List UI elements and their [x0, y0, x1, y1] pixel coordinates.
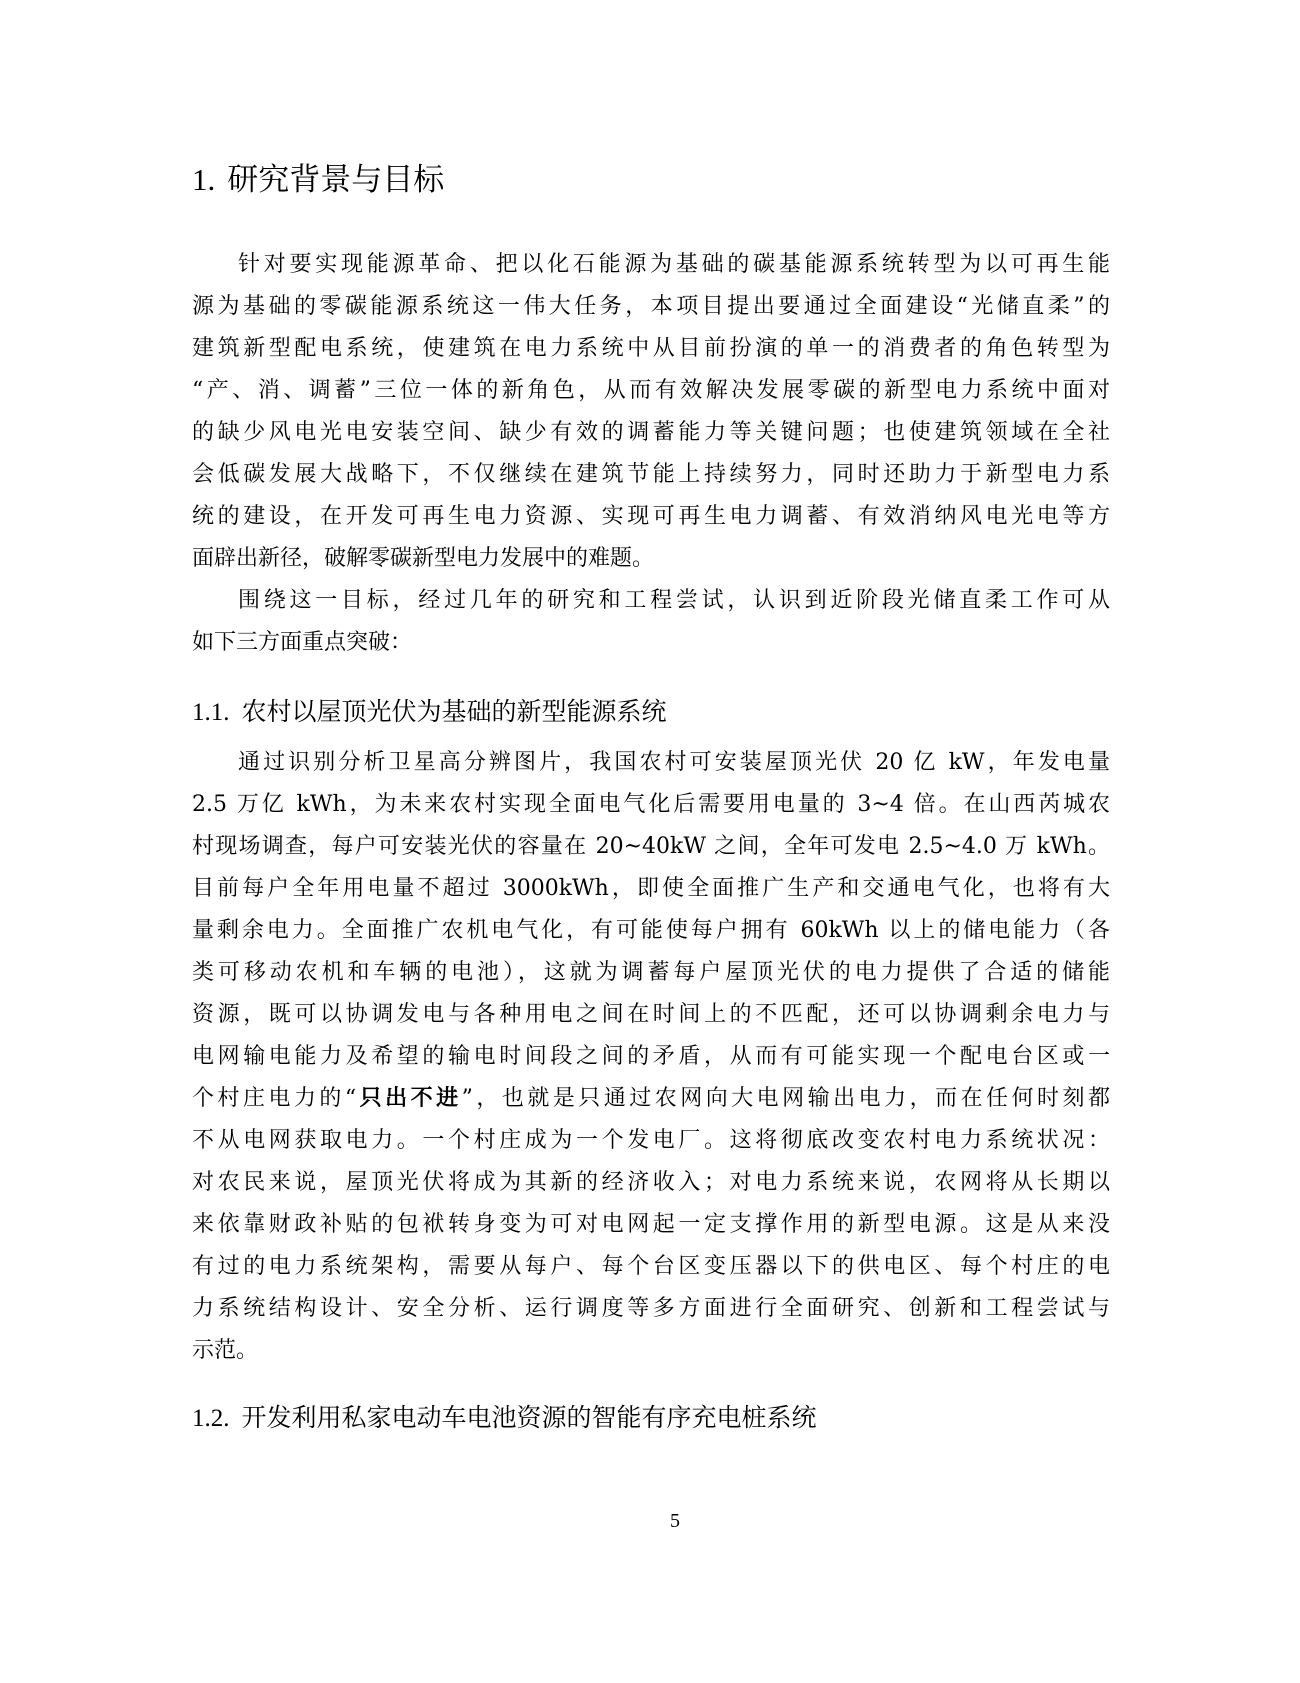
text-line: 的缺少风电光电安装空间、缺少有效的调蓄能力等关键问题；也使建筑领域在全社	[192, 420, 1110, 445]
text-line: 来依靠财政补贴的包袱转身变为可对电网起一定支撑作用的新型电源。这是从来没	[192, 1212, 1110, 1237]
section-number: 1.2.	[192, 1405, 230, 1432]
text-line: 2.5 万亿 kWh，为未来农村实现全面电气化后需要用电量的 3~4 倍。在山西芮城农	[192, 792, 1110, 817]
text-line: 量剩余电力。全面推广农机电气化，有可能使每户拥有 60kWh 以上的储电能力（各	[192, 918, 1110, 943]
text-line: 围绕这一目标，经过几年的研究和工程尝试，认识到近阶段光储直柔工作可从	[238, 588, 1110, 613]
text-line: 目前每户全年用电量不超过 3000kWh，即使全面推广生产和交通电气化，也将有大	[192, 876, 1110, 901]
text-line: 示范。	[192, 1338, 259, 1363]
text-line: 针对要实现能源革命、把以化石能源为基础的碳基能源系统转型为以可再生能	[238, 252, 1110, 277]
text-line: 类可移动农机和车辆的电池），这就为调蓄每户屋顶光伏的电力提供了合适的储能	[192, 960, 1110, 985]
text-line: 不从电网获取电力。一个村庄成为一个发电厂。这将彻底改变农村电力系统状况：	[192, 1128, 1110, 1153]
text-span: ”，也就是只通过农网向大电网输出电力，而在任何时刻都	[461, 1086, 1111, 1111]
text-line: 村现场调查，每户可安装光伏的容量在 20~40kW 之间，全年可发电 2.5~4.0 万 kWh。	[192, 834, 1110, 859]
section-heading-1-2	[192, 1400, 817, 1437]
section-title: 农村以屋顶光伏为基础的新型能源系统	[241, 697, 667, 726]
text-line: 通过识别分析卫星高分辨图片，我国农村可安装屋顶光伏 20 亿 kW，年发电量	[238, 750, 1110, 775]
text-line: 如下三方面重点突破：	[192, 630, 413, 655]
section-number: 1.	[192, 162, 216, 197]
text-line: 力系统结构设计、安全分析、运行调度等多方面进行全面研究、创新和工程尝试与	[192, 1296, 1110, 1321]
text-line: 源为基础的零碳能源系统这一伟大任务，本项目提出要通过全面建设“光储直柔”的	[192, 294, 1110, 319]
text-line: 建筑新型配电系统，使建筑在电力系统中从目前扮演的单一的消费者的角色转型为	[192, 336, 1110, 361]
text-line-with-emphasis	[192, 1078, 1110, 1120]
section-heading-1-1	[192, 694, 667, 731]
section-number: 1.1.	[192, 699, 230, 726]
text-line: 有过的电力系统架构，需要从每户、每个台区变压器以下的供电区、每个村庄的电	[192, 1254, 1110, 1279]
emphasis-text: 只出不进	[356, 1086, 462, 1111]
section-heading-1	[192, 158, 444, 202]
paragraph-rural-pv	[192, 742, 1110, 1372]
text-line: 电网输电能力及希望的输电时间段之间的矛盾，从而有可能实现一个配电台区或一	[192, 1044, 1110, 1069]
page-number: 5	[670, 1510, 680, 1532]
text-line: 对农民来说，屋顶光伏将成为其新的经济收入；对电力系统来说，农网将从长期以	[192, 1170, 1110, 1195]
text-line: 会低碳发展大战略下，不仅继续在建筑节能上持续努力，同时还助力于新型电力系	[192, 462, 1110, 487]
text-line: 面辟出新径，破解零碳新型电力发展中的难题。	[192, 546, 655, 571]
text-span: 个村庄电力的“	[192, 1086, 357, 1111]
section-title: 研究背景与目标	[227, 162, 445, 198]
text-line: 统的建设，在开发可再生电力资源、实现可再生电力调蓄、有效消纳风电光电等方	[192, 504, 1110, 529]
section-title: 开发利用私家电动车电池资源的智能有序充电桩系统	[241, 1403, 817, 1432]
text-line: “产、消、调蓄”三位一体的新角色，从而有效解决发展零碳的新型电力系统中面对	[192, 378, 1110, 403]
paragraph-background	[192, 244, 1110, 664]
text-line: 资源，既可以协调发电与各种用电之间在时间上的不匹配，还可以协调剩余电力与	[192, 1002, 1110, 1027]
